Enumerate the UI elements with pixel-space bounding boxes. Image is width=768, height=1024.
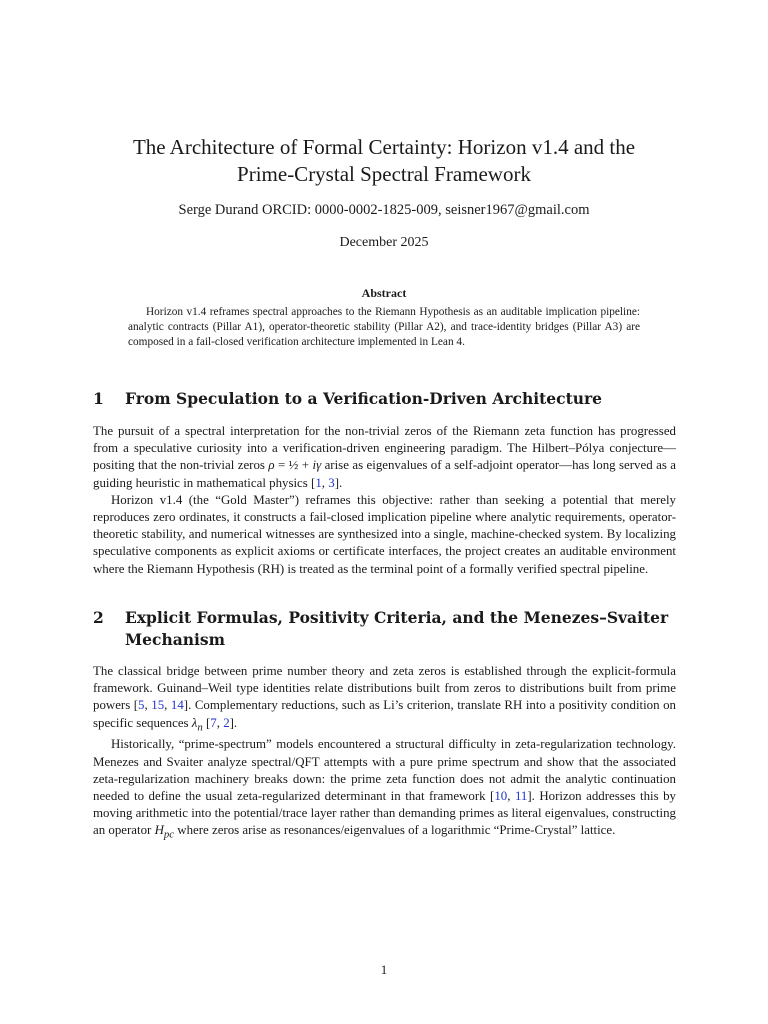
citation-link[interactable]: 10	[494, 789, 508, 803]
citation-link[interactable]: 15	[151, 698, 165, 713]
paragraph: Horizon v1.4 (the “Gold Master”) reframes this objective: rather than seeking a potential that merely reproduces zero ordinates, it constructs a fail-closed implication pipeline where analytic requirements, operator-theoretic stability, and numerical witnesses are synthesized into a single, machine-checked system. By localizing speculative components as explicit axioms or certificate interfaces, the project creates an auditable environment where the Riemann Hypothesis (RH) is treated as the terminal point of a formally verified spectral pipeline.	[93, 492, 676, 576]
section-title: From Speculation to a Verification-Driven Architecture	[125, 389, 603, 408]
abstract-text: Horizon v1.4 reframes spectral approaches to the Riemann Hypothesis as an auditable implication pipeline: analytic contracts (Pillar A1), operator-theoretic stability (Pillar A2), and trace-identity bridges (Pillar A3) are composed in a fail-closed verification architecture implemented in Lean 4.	[128, 306, 640, 349]
citation-link[interactable]: 14	[170, 698, 184, 713]
paragraph: The classical bridge between prime number theory and zeta zeros is established through the explicit-formula framework. Guinand–Weil type identities relate distributions built from zeros to distributions built from prime powers [5, 15, 14]. Complementary reductions, such as Li’s criterion, translate RH into a positivity condition on specific sequences $\lambda_n$ [7, 2].	[93, 664, 676, 734]
abstract-heading: Abstract	[361, 286, 407, 300]
citation-link[interactable]: 5	[138, 698, 145, 713]
section-2-heading	[93, 607, 683, 651]
section-1-body	[93, 423, 676, 578]
paragraph: Historically, “prime-spectrum” models encountered a structural difficulty in zeta-regularization technology. Menezes and Svaiter analyze spectral/QFT attempts with a pure prime spectrum and show that the associated zeta-regularization machinery breaks down: the prime zeta function does not admit the analytic continuation needed to define the usual zeta-regularized determinant in that framework [10, 11]. Horizon addresses this by moving arithmetic into the potential/trace layer rather than demanding primes as literal eigenvalues, constructing an operator $H_{pc}$ where zeros arise as resonances/eigenvalues of a logarithmic “Prime-Crystal” lattice.	[93, 737, 676, 841]
citation-link[interactable]: 11	[514, 789, 528, 803]
citation-link[interactable]: 7	[210, 715, 217, 730]
section-2-body	[93, 663, 676, 844]
page-number: 1	[380, 962, 388, 977]
paper-title: The Architecture of Formal Certainty: Horizon v1.4 and the Prime-Crystal Spectral Framework	[132, 135, 636, 186]
citation-link[interactable]: 1	[315, 475, 322, 490]
section-1-heading	[93, 388, 683, 410]
paragraph: The pursuit of a spectral interpretation for the non-trivial zeros of the Riemann zeta function has progressed from a speculative curiosity into a verification-driven engineering paradigm. The Hilbert–Pólya conjecture—positing that the non-trivial zeros ρ = ½ + iγ arise as eigenvalues of a self-adjoint operator—has long served as a guiding heuristic in mathematical physics [1, 3].	[93, 424, 676, 490]
date: December 2025	[339, 235, 429, 250]
section-title: Explicit Formulas, Positivity Criteria, and the Menezes–Svaiter Mechanism	[125, 608, 669, 649]
citation-link[interactable]: 2	[223, 715, 230, 730]
section-number: 2	[93, 608, 104, 627]
author-line: Serge Durand ORCID: 0000-0002-1825-009, seisner1967@gmail.com	[178, 202, 590, 218]
section-number: 1	[93, 389, 104, 408]
citation-link[interactable]: 3	[328, 475, 335, 490]
